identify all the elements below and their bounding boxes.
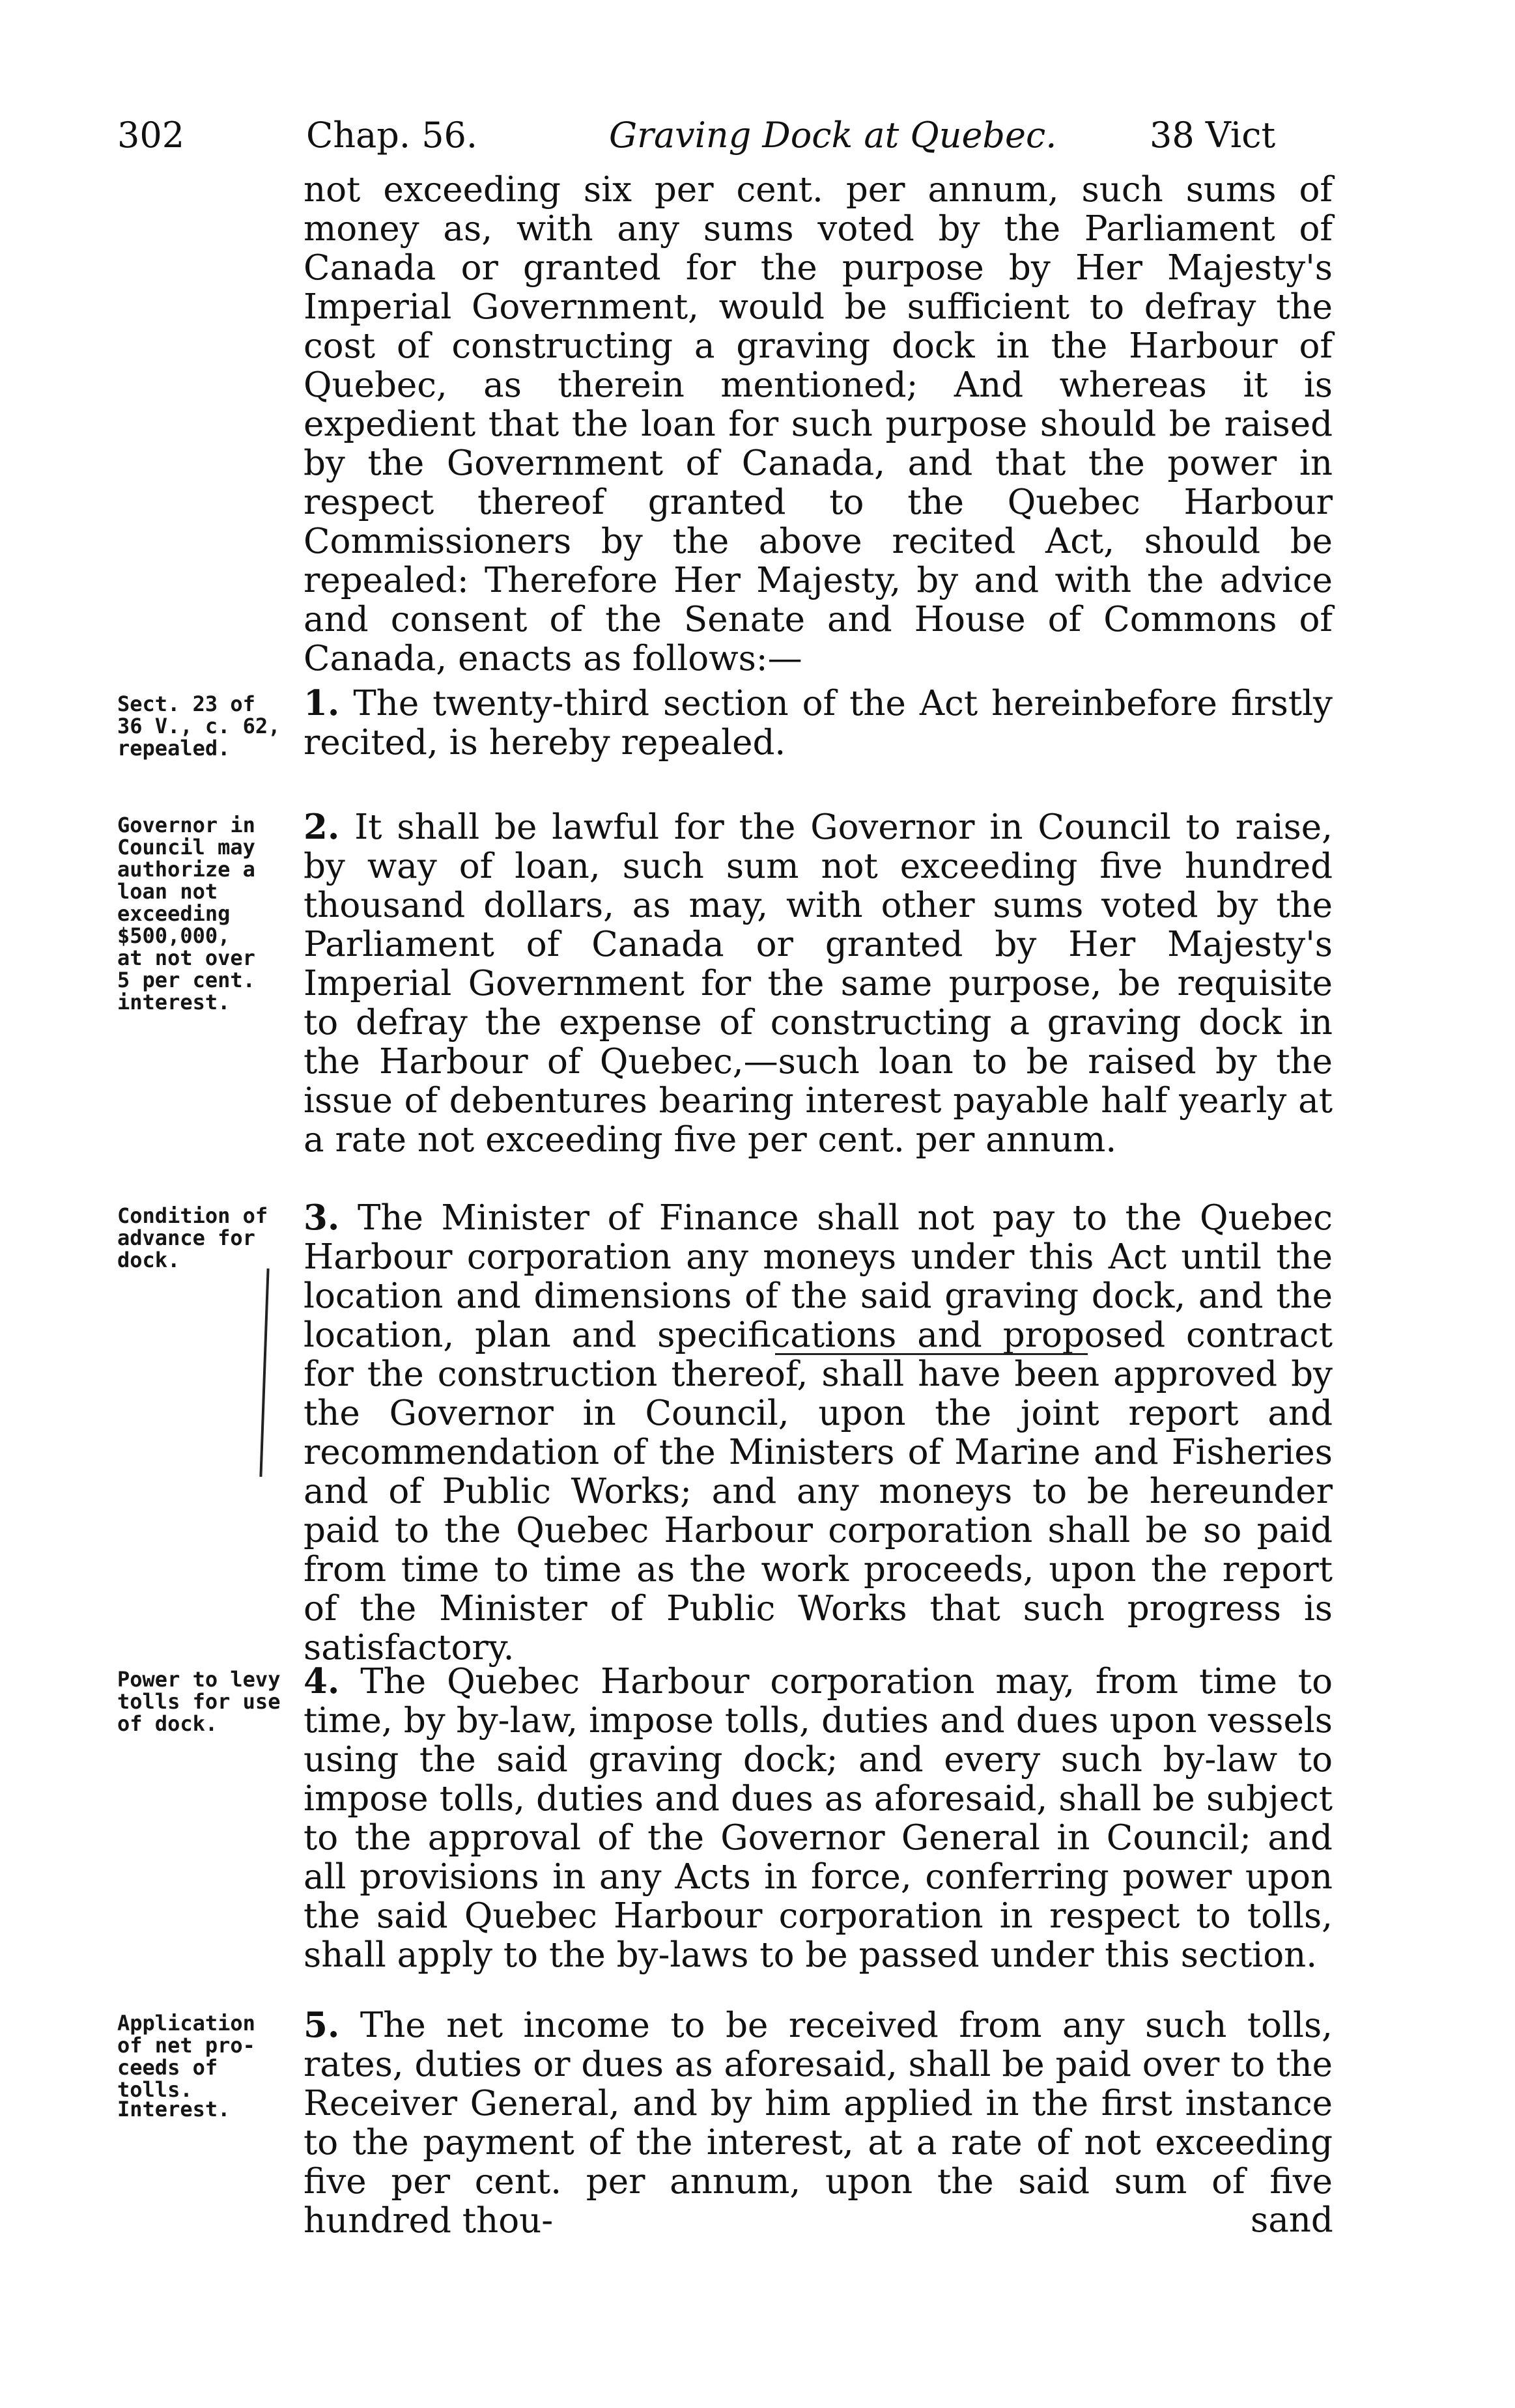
- handwritten-margin-line: [259, 1268, 269, 1477]
- section-1: [304, 684, 1333, 763]
- marginal-note-section-1: Sect. 23 of 36 V., c. 62, repealed.: [117, 692, 281, 761]
- reign-label: 38 Vict: [1150, 115, 1276, 156]
- section-text: The Quebec Harbour corporation may, from time to time, by by-law, impose tolls, duties and dues upon vessels using the said graving dock; and every such by-law to impose tolls, duties and dues as aforesaid, shall be subject to the approval of the Governor General in Council; and all provisions in any Acts in force, conferring power upon the said Quebec Harbour corporation in respect to tolls, shall apply to the by-laws to be passed under this section.: [304, 1662, 1333, 1975]
- marginal-note-section-5: Application of net pro- ceeds of tolls.: [117, 2011, 255, 2102]
- section-number: 1.: [304, 683, 340, 723]
- running-title: Graving Dock at Quebec.: [609, 115, 1057, 156]
- section-2: [304, 807, 1333, 1160]
- section-text: The twenty-third section of the Act hereinbefore firstly recited, is hereby repealed.: [304, 684, 1333, 763]
- section-number: 3.: [304, 1197, 340, 1238]
- page-number: 302: [117, 115, 185, 156]
- marginal-note-section-4: Power to levy tolls for use of dock.: [117, 1667, 281, 1736]
- handwritten-underline: [775, 1353, 1088, 1355]
- section-number: 5.: [304, 2005, 340, 2045]
- chapter-label: Chap. 56.: [306, 115, 478, 156]
- section-number: 2.: [304, 807, 340, 847]
- section-text: The net income to be received from any such tolls, rates, duties or dues as aforesaid, shall be paid over to the Receiver General, and by him applied in the first instance to the payment of the interest, at a rate of not exceeding five per cent. per annum, upon the said sum of five hundred thou-: [304, 2006, 1333, 2241]
- marginal-note-section-2: Governor in Council may authorize a loan not exceeding $500,000, at not over 5 per cent. interest.: [117, 813, 255, 1015]
- section-4: [304, 1662, 1333, 1975]
- section-text: The Minister of Finance shall not pay to the Quebec Harbour corporation any moneys under this Act until the location and dimensions of the said graving dock, and the location, plan and specifications and proposed contract for the construction thereof, shall have been approved by the Governor in Council, upon the joint report and recommendation of the Ministers of Marine and Fisheries and of Public Works; and any moneys to be hereunder paid to the Quebec Harbour corporation shall be so paid from time to time as the work proceeds, upon the report of the Minister of Public Works that such progress is satisfactory.: [304, 1198, 1333, 1668]
- marginal-note-interest: Interest.: [117, 2097, 231, 2121]
- running-header: [117, 109, 1355, 161]
- section-5: [304, 2006, 1333, 2241]
- catchword: sand: [1251, 2200, 1333, 2240]
- preamble-text: not exceeding six per cent. per annum, such sums of money as, with any sums voted by the Parliament of Canada or granted for the purpose by Her Majesty's Imperial Government, would be sufficient to defray the cost of constructing a graving dock in the Harbour of Quebec, as therein mentioned; And whereas it is expedient that the loan for such purpose should be raised by the Government of Canada, and that the power in respect thereof granted to the Quebec Harbour Commissioners by the above recited Act, should be repealed: Therefore Her Majesty, by and with the advice and consent of the Senate and House of Commons of Canada, enacts as follows:—: [304, 170, 1333, 679]
- marginal-note-section-3: Condition of advance for dock.: [117, 1203, 268, 1272]
- section-number: 4.: [304, 1661, 340, 1701]
- section-text: It shall be lawful for the Governor in Council to raise, by way of loan, such sum not exceeding five hundred thousand dollars, as may, with other sums voted by the Parliament of Canada or granted by Her Majesty's Imperial Government for the same purpose, be requisite to defray the expense of constructing a graving dock in the Harbour of Quebec,—such loan to be raised by the issue of debentures bearing interest payable half yearly at a rate not exceeding five per cent. per annum.: [304, 807, 1333, 1160]
- section-3: [304, 1198, 1333, 1668]
